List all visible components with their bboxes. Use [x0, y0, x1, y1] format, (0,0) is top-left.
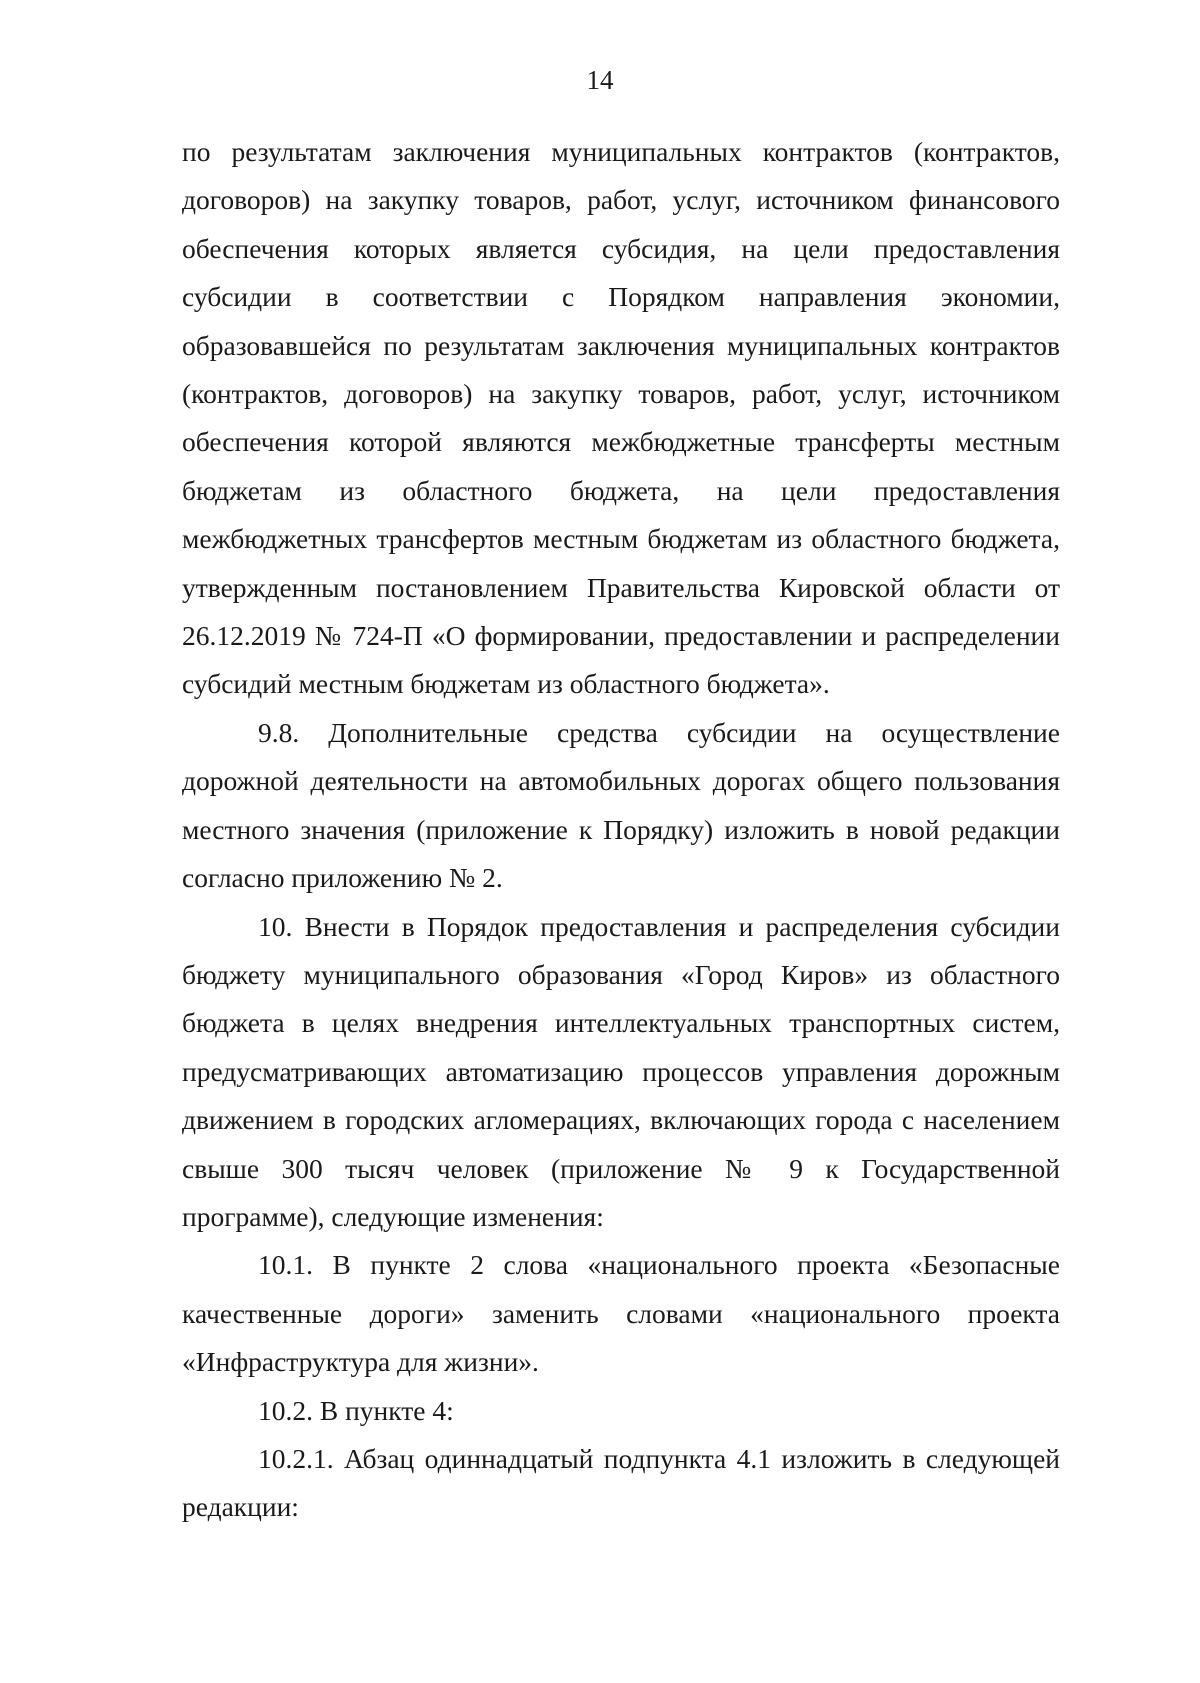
paragraph-10-1: 10.1. В пункте 2 слова «национального проекта «Безопасные качественные дороги» заменить словами «национального проекта «Инфраструктура для жизни».: [182, 1249, 1060, 1378]
paragraph-10-2: 10.2. В пункте 4:: [258, 1394, 454, 1426]
page-number: 14: [586, 65, 614, 95]
paragraph-10: 10. Внести в Порядок предоставления и распределения субсидии бюджету муниципального образования «Город Киров» из областного бюджета в целях внедрения интеллектуальных транспортных систем, предусматривающих автоматизацию процессов управления дорожным движением в городских агломерациях, включающих города с населением свыше 300 тысяч человек (приложение № 9 к Государственной программе), следующие изменения:: [182, 910, 1060, 1232]
paragraph-continuation: по результатам заключения муниципальных контрактов (контрактов, договоров) на закупку товаров, работ, услуг, источником финансового обеспечения которых является субсидия, на цели предоставления субсидии в соответствии с Порядком направления экономии, образовавшейся по результатам заключения муниципальных контрактов (контрактов, договоров) на закупку товаров, работ, услуг, источником обеспечения которой являются межбюджетные трансферты местным бюджетам из областного бюджета, на цели предоставления межбюджетных трансфертов местным бюджетам из областного бюджета, утвержденным постановлением Правительства Кировской области от 26.12.2019 № 724-П «О формировании, предоставлении и распределении субсидий местным бюджетам из областного бюджета».: [182, 136, 1060, 700]
paragraph-9-8: 9.8. Дополнительные средства субсидии на осуществление дорожной деятельности на автомобильных дорогах общего пользования местного значения (приложение к Порядку) изложить в новой редакции согласно приложению № 2.: [182, 716, 1060, 894]
document-body: [182, 128, 1060, 1532]
paragraph-10-2-1: 10.2.1. Абзац одиннадцатый подпункта 4.1 изложить в следующей редакции:: [182, 1442, 1060, 1523]
